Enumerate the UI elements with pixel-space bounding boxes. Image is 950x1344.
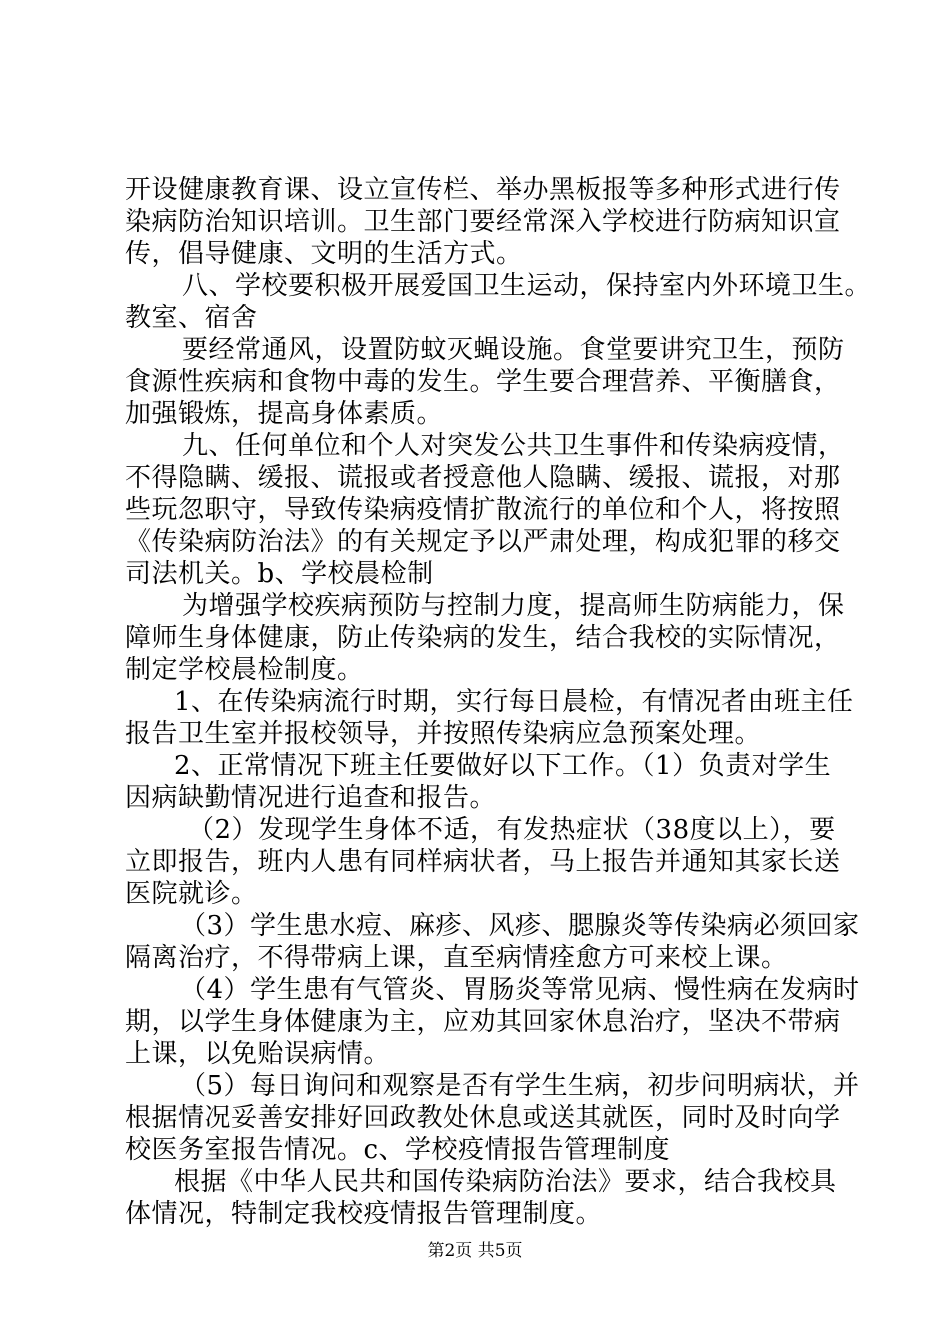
text-line: 些玩忽职守，导致传染病疫情扩散流行的单位和个人，将按照	[125, 495, 841, 525]
text-line: 校医务室报告情况。c、学校疫情报告管理制度	[125, 1135, 671, 1165]
text-line: 制定学校晨检制度。	[125, 655, 364, 685]
text-line: 食源性疾病和食物中毒的发生。学生要合理营养、平衡膳食，	[125, 367, 841, 397]
text-line: （2）发现学生身体不适，有发热症状（38度以上），要	[188, 815, 836, 845]
text-line: 上课，以免贻误病情。	[125, 1039, 391, 1069]
text-line: 《传染病防治法》的有关规定予以严肃处理，构成犯罪的移交	[125, 527, 841, 557]
text-line: 体情况，特制定我校疫情报告管理制度。	[125, 1199, 603, 1229]
text-line: 八、学校要积极开展爱国卫生运动，保持室内外环境卫生。	[182, 271, 872, 301]
text-line: （3）学生患水痘、麻疹、风疹、腮腺炎等传染病必须回家	[180, 911, 860, 941]
text-line: 教室、宿舍	[125, 303, 258, 333]
text-line: 不得隐瞒、缓报、谎报或者授意他人隐瞒、缓报、谎报，对那	[125, 463, 841, 493]
text-line: 加强锻炼，提高身体素质。	[125, 399, 444, 429]
text-line: 根据情况妥善安排好回政教处休息或送其就医，同时及时向学	[125, 1103, 841, 1133]
text-line: （4）学生患有气管炎、胃肠炎等常见病、慢性病在发病时	[180, 975, 860, 1005]
text-line: 障师生身体健康，防止传染病的发生，结合我校的实际情况，	[125, 623, 841, 653]
text-line: 要经常通风，设置防蚊灭蝇设施。食堂要讲究卫生，预防	[182, 335, 845, 365]
text-line: 根据《中华人民共和国传染病防治法》要求，结合我校具	[174, 1167, 837, 1197]
text-line: 隔离治疗，不得带病上课，直至病情痊愈方可来校上课。	[125, 943, 788, 973]
text-line: 医院就诊。	[125, 879, 258, 909]
text-line: 开设健康教育课、设立宣传栏、举办黑板报等多种形式进行传	[125, 175, 841, 205]
text-line: 九、任何单位和个人对突发公共卫生事件和传染病疫情，	[182, 431, 845, 461]
page-number-footer: 第2页 共5页	[427, 1241, 523, 1261]
text-line: 报告卫生室并报校领导，并按照传染病应急预案处理。	[125, 719, 762, 749]
text-line: 因病缺勤情况进行追查和报告。	[125, 783, 497, 813]
text-line: 为增强学校疾病预防与控制力度，提高师生防病能力，保	[182, 591, 845, 621]
text-line: 染病防治知识培训。卫生部门要经常深入学校进行防病知识宣	[125, 207, 841, 237]
text-line: 期，以学生身体健康为主，应劝其回家休息治疗，坚决不带病	[125, 1007, 841, 1037]
text-line: 2、正常情况下班主任要做好以下工作。（1）负责对学生	[174, 751, 832, 781]
text-line: 1、在传染病流行时期，实行每日晨检，有情况者由班主任	[174, 687, 854, 717]
text-line: （5）每日询问和观察是否有学生生病，初步问明病状，并	[180, 1071, 860, 1101]
text-line: 立即报告，班内人患有同样病状者，马上报告并通知其家长送	[125, 847, 841, 877]
text-line: 传，倡导健康、文明的生活方式。	[125, 239, 523, 269]
text-line: 司法机关。b、学校晨检制	[125, 559, 434, 589]
